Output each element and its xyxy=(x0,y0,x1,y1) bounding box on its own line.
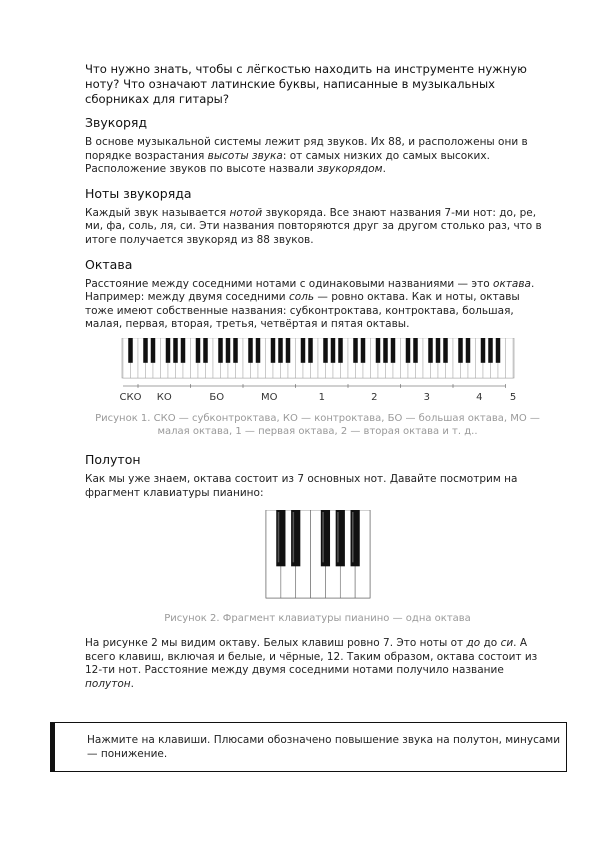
black-key-highlight xyxy=(293,512,295,562)
octave-label: 2 xyxy=(371,391,378,403)
black-key[interactable] xyxy=(406,338,411,363)
octave-label: 4 xyxy=(476,391,483,403)
black-key[interactable] xyxy=(286,338,291,363)
heading-octave: Октава xyxy=(85,256,133,272)
octave-label: 1 xyxy=(318,391,325,403)
octave-label: 5 xyxy=(509,391,517,403)
black-key[interactable] xyxy=(458,338,463,363)
paragraph-semitone-intro: Как мы уже знаем, октава состоит из 7 основных нот. Давайте посмотрим на фрагмент клавиатуры пианино: xyxy=(85,472,518,499)
term-zvukoryad: звукорядом xyxy=(317,163,383,176)
black-key[interactable] xyxy=(338,338,343,363)
figure-1-caption: Рисунок 1. СКО — субконтроктава, КО — контроктава, БО — большая октава, МО — малая октава, 1 — первая октава, 2 — вторая октава и т. д.. xyxy=(95,412,540,437)
heading-zvukoryad: Звукоряд xyxy=(85,115,148,130)
black-key[interactable] xyxy=(143,338,148,363)
black-key[interactable] xyxy=(323,338,328,363)
black-key[interactable] xyxy=(351,510,360,566)
black-key[interactable] xyxy=(301,338,306,363)
black-key[interactable] xyxy=(391,338,396,363)
octave-label: БО xyxy=(209,391,225,403)
term-si: си xyxy=(500,637,514,650)
black-key[interactable] xyxy=(203,338,208,363)
octave-label: СКО xyxy=(119,391,142,403)
black-key[interactable] xyxy=(376,338,381,363)
paragraph-zvukoryad: В основе музыкальной системы лежит ряд звуков. Их 88, и расположены они в порядке возрастания высоты звука: от самых низких до самых высоких. Расположение звуков по высоте назвали звукорядом. xyxy=(85,136,528,176)
black-key[interactable] xyxy=(321,510,330,566)
octave-label: 3 xyxy=(423,391,430,403)
term-do: до xyxy=(466,637,481,650)
figure-1-full-keyboard xyxy=(85,338,550,406)
black-key[interactable] xyxy=(481,338,486,363)
paragraph-octave: Расстояние между соседними нотами с одинаковыми названиями — это октава. Например: между двумя соседними соль — ровно октава. Как и ноты, октавы тоже имеют собственные названия: субконтроктава, контроктава, большая, малая, первая, вторая, третья, четвёртая и пятая октавы. xyxy=(85,277,535,331)
black-key-highlight xyxy=(278,512,280,562)
black-key[interactable] xyxy=(276,510,285,566)
black-key[interactable] xyxy=(248,338,253,363)
term-pitch: высоты звука xyxy=(207,149,283,162)
black-key[interactable] xyxy=(291,510,300,566)
document-page xyxy=(85,62,550,701)
black-key[interactable] xyxy=(466,338,471,363)
black-key[interactable] xyxy=(226,338,231,363)
black-key[interactable] xyxy=(336,510,345,566)
figure-2-caption: Рисунок 2. Фрагмент клавиатуры пианино — одна октава xyxy=(164,613,471,625)
octave-keyboard xyxy=(85,510,550,602)
black-key[interactable] xyxy=(353,338,358,363)
black-key[interactable] xyxy=(256,338,261,363)
black-key[interactable] xyxy=(413,338,418,363)
paragraph-semitone: На рисунке 2 мы видим октаву. Белых клавиш ровно 7. Это ноты от до до си. А всего клавиш, включая и белые, и чёрные, 12. Таким образом, октава состоит из 12-ти нот. Расстояние между двумя соседними нотами получило название полутон. xyxy=(85,637,538,690)
paragraph-notes: Каждый звук называется нотой звукоряда. Все знают названия 7-ми нот: до, ре, ми, фа, соль, ля, си. Эти названия повторяются друг за другом столько раз, что в итоге получается звукоряд из 88 звуков. xyxy=(85,206,542,246)
black-key[interactable] xyxy=(496,338,501,363)
black-key[interactable] xyxy=(173,338,178,363)
black-key-highlight xyxy=(337,512,339,562)
full-keyboard-image xyxy=(85,338,550,406)
callout-text: Нажмите на клавиши. Плюсами обозначено повышение звука на полутон, минусами — понижение. xyxy=(87,734,561,760)
black-key[interactable] xyxy=(428,338,433,363)
black-key[interactable] xyxy=(436,338,441,363)
black-key-highlight xyxy=(322,512,324,562)
black-key[interactable] xyxy=(233,338,238,363)
black-key[interactable] xyxy=(128,338,133,363)
term-nota: нотой xyxy=(229,206,263,219)
heading-notes: Ноты звукоряда xyxy=(85,185,192,201)
black-key[interactable] xyxy=(308,338,313,363)
black-key[interactable] xyxy=(151,338,156,363)
black-key[interactable] xyxy=(443,338,448,363)
term-polyton: полутон xyxy=(85,677,131,690)
intro-paragraph: Что нужно знать, чтобы с лёгкостью находить на инструменте нужную ноту? Что означают латинские буквы, написанные в музыкальных сборниках для гитары? xyxy=(85,62,527,106)
black-key[interactable] xyxy=(196,338,201,363)
black-key[interactable] xyxy=(271,338,276,363)
black-key[interactable] xyxy=(488,338,493,363)
black-key[interactable] xyxy=(218,338,223,363)
black-key[interactable] xyxy=(166,338,171,363)
black-key[interactable] xyxy=(181,338,186,363)
black-key[interactable] xyxy=(331,338,336,363)
black-key[interactable] xyxy=(278,338,283,363)
octave-label: КО xyxy=(156,391,172,403)
black-key-highlight xyxy=(352,512,354,562)
figure-2-octave-keyboard xyxy=(85,510,550,602)
term-octave: октава xyxy=(493,277,531,290)
term-sol: соль xyxy=(288,291,315,304)
black-key[interactable] xyxy=(383,338,388,363)
octave-label: МО xyxy=(261,391,278,403)
black-key[interactable] xyxy=(361,338,366,363)
instruction-callout xyxy=(50,722,567,772)
white-key[interactable] xyxy=(506,338,514,378)
heading-semitone: Полутон xyxy=(85,451,141,467)
